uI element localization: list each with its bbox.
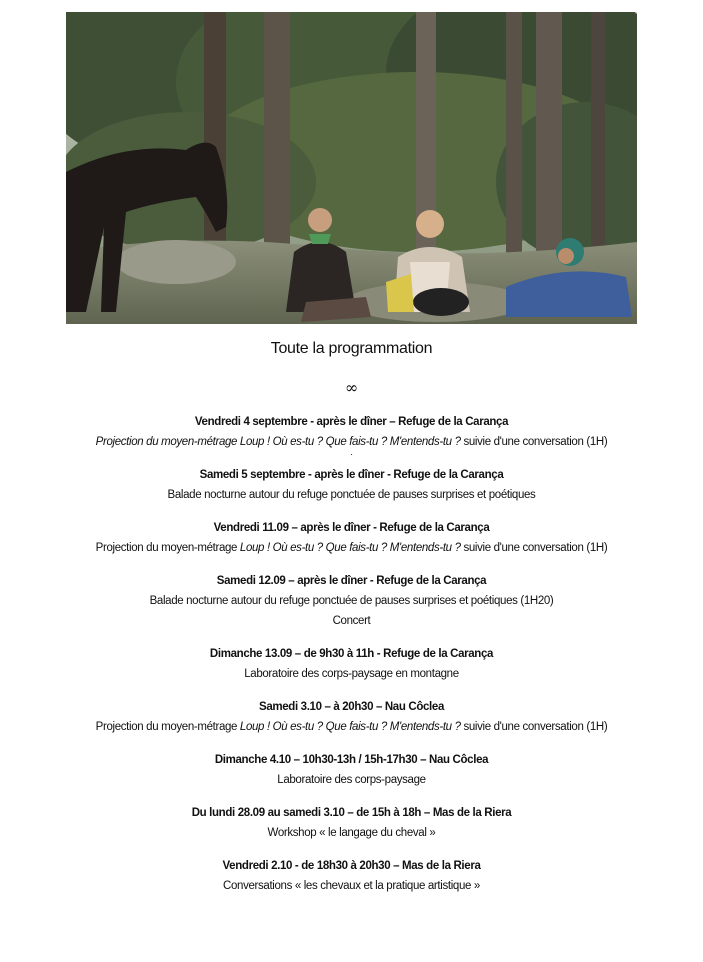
event-description: Projection du moyen-métrage Loup ! Où es-tu ? Que fais-tu ? M'entends-tu ? suivie d'une conversation (1H) xyxy=(95,542,608,554)
event-heading: Samedi 3.10 – à 20h30 – Nau Côclea xyxy=(259,701,444,713)
event-description: Projection du moyen-métrage Loup ! Où es-tu ? Que fais-tu ? M'entends-tu ? suivie d'une conversation (1H) xyxy=(95,436,608,448)
event-item xyxy=(0,750,703,790)
film-title: Loup ! Où es-tu ? Que fais-tu ? M'entends-tu ? xyxy=(239,721,461,733)
event-heading: Dimanche 13.09 – de 9h30 à 11h - Refuge de la Carança xyxy=(209,648,494,660)
stray-period: . xyxy=(350,447,353,457)
event-item xyxy=(0,518,703,558)
event-description: Laboratoire des corps-paysage xyxy=(277,774,426,786)
event-description: Balade nocturne autour du refuge ponctuée de pauses surprises et poétiques xyxy=(167,489,536,501)
film-title: Projection du moyen-métrage Loup ! Où es-tu ? Que fais-tu ? M'entends-tu ? xyxy=(95,436,461,448)
event-item xyxy=(0,803,703,843)
infinity-separator: ∞ xyxy=(344,378,359,397)
film-title: Loup ! Où es-tu ? Que fais-tu ? M'entends-tu ? xyxy=(239,542,461,554)
event-heading: Vendredi 2.10 - de 18h30 à 20h30 – Mas de la Riera xyxy=(222,860,481,872)
event-item xyxy=(0,644,703,684)
event-heading: Vendredi 11.09 – après le dîner - Refuge de la Carança xyxy=(213,522,490,534)
event-description: Projection du moyen-métrage Loup ! Où es-tu ? Que fais-tu ? M'entends-tu ? suivie d'une conversation (1H) xyxy=(95,721,608,733)
page-title: Toute la programmation xyxy=(270,340,433,357)
event-heading: Du lundi 28.09 au samedi 3.10 – de 15h à 18h – Mas de la Riera xyxy=(191,807,512,819)
event-item xyxy=(0,412,703,456)
event-list xyxy=(0,412,703,896)
event-item xyxy=(0,571,703,631)
event-description: Balade nocturne autour du refuge ponctuée de pauses surprises et poétiques (1H20) xyxy=(149,595,554,607)
event-description: Conversations « les chevaux et la pratique artistique » xyxy=(223,880,480,892)
event-heading: Samedi 5 septembre - après le dîner - Refuge de la Carança xyxy=(199,469,504,481)
event-description: Laboratoire des corps-paysage en montagne xyxy=(244,668,459,680)
event-heading: Samedi 12.09 – après le dîner - Refuge de la Carança xyxy=(216,575,487,587)
event-item xyxy=(0,465,703,505)
event-heading: Vendredi 4 septembre - après le dîner – Refuge de la Carança xyxy=(194,416,509,428)
event-item xyxy=(0,697,703,737)
event-heading: Dimanche 4.10 – 10h30-13h / 15h-17h30 – Nau Côclea xyxy=(214,754,489,766)
event-item xyxy=(0,856,703,896)
forest-horse-illustration xyxy=(66,12,637,324)
event-description: Workshop « le langage du cheval » xyxy=(267,827,436,839)
event-description: Concert xyxy=(332,615,371,627)
hero-photo xyxy=(66,12,637,324)
